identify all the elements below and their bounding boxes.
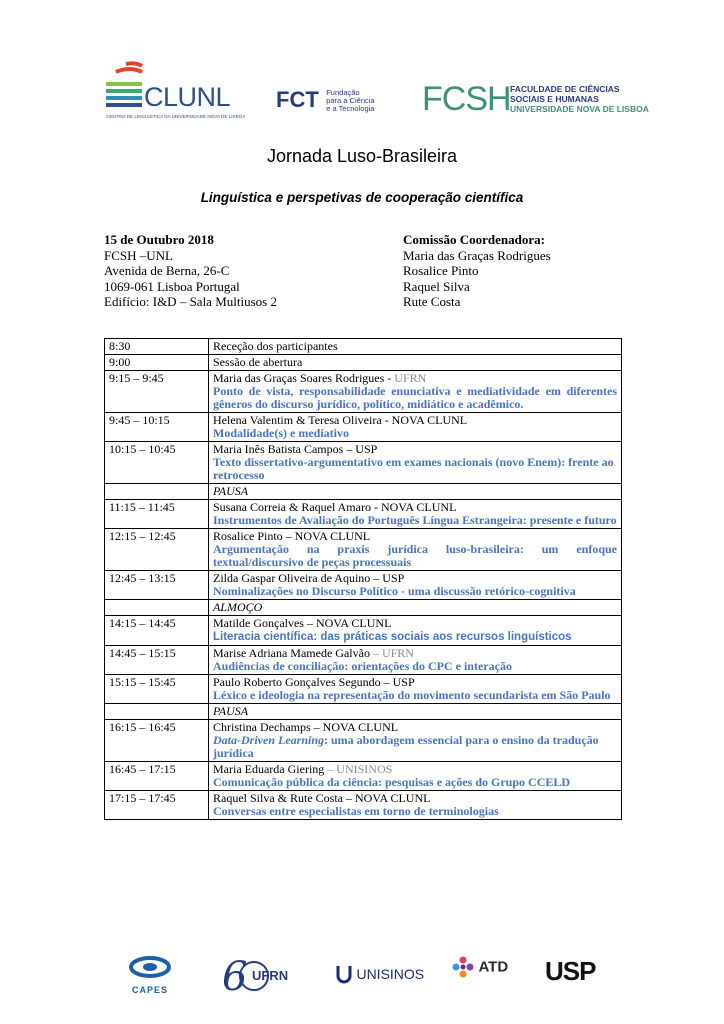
event-info xyxy=(104,232,277,310)
clunl-logo xyxy=(100,60,246,120)
row-session xyxy=(209,529,622,571)
talk-title: Literacia científica: das práticas sociais aos recursos linguísticos xyxy=(213,631,572,643)
row-time xyxy=(105,600,209,616)
fct-line3: e a Tecnologia xyxy=(326,104,375,113)
usp-name: USP xyxy=(545,956,596,986)
fct-line1: Fundação xyxy=(326,88,360,97)
clunl-subtitle: CENTRO DE LINGUÍSTICA DA UNIVERSIDADE NOVA DE LISBOA xyxy=(106,114,246,119)
row-time: 12:45 – 13:15 xyxy=(105,571,209,600)
talk-title: Léxico e ideologia na representação do movimento secundarista em São Paulo xyxy=(213,688,611,702)
row-time: 17:15 – 17:45 xyxy=(105,791,209,820)
table-row xyxy=(105,484,622,500)
table-row xyxy=(105,600,622,616)
talk-title: Modalidade(s) e mediativo xyxy=(213,426,349,440)
table-row xyxy=(105,500,622,529)
row-session xyxy=(209,500,622,529)
row-time: 14:45 – 15:15 xyxy=(105,646,209,675)
fcsh-text xyxy=(510,84,649,114)
table-row xyxy=(105,616,622,646)
committee-member: Maria das Graças Rodrigues xyxy=(403,247,551,263)
fct-tagline xyxy=(326,89,374,113)
row-time: 14:15 – 14:45 xyxy=(105,616,209,646)
event-line: Edifício: I&D – Sala Multiusos 2 xyxy=(104,294,277,309)
fcsh-line1: FACULDADE DE CIÊNCIAS xyxy=(510,84,620,94)
row-text: Sessão de abertura xyxy=(209,355,622,371)
speaker: Zilda Gaspar Oliveira de Aquino – USP xyxy=(213,571,405,585)
table-row xyxy=(105,413,622,442)
talk-title: Instrumentos de Avaliação do Português Língua Estrangeira: presente e futuro xyxy=(213,513,617,527)
atd-flower-icon xyxy=(452,956,474,978)
talk-title xyxy=(213,733,599,760)
row-time: 12:15 – 12:45 xyxy=(105,529,209,571)
row-session xyxy=(209,762,622,791)
speaker: Rosalice Pinto – NOVA CLUNL xyxy=(213,529,371,543)
capes-name: CAPES xyxy=(131,985,168,995)
committee-member: Rosalice Pinto xyxy=(403,263,479,278)
talk-title: Ponto de vista, responsabilidade enunciativa e mediatividade em diferentes gêneros do discurso jurídico, político, midiático e acadêmico. xyxy=(213,384,617,411)
unisinos-mark-icon xyxy=(336,964,352,984)
row-time: 10:15 – 10:45 xyxy=(105,442,209,484)
row-time: 8:30 xyxy=(105,339,209,355)
row-session xyxy=(209,371,622,413)
svg-text:6: 6 xyxy=(222,954,248,996)
capes-mark-icon xyxy=(128,954,172,980)
table-row xyxy=(105,371,622,413)
row-time: 11:15 – 11:45 xyxy=(105,500,209,529)
row-session xyxy=(209,616,622,646)
speaker: Maria das Graças Soares Rodrigues - xyxy=(213,371,395,385)
row-time xyxy=(105,704,209,720)
atd-logo xyxy=(452,956,508,978)
table-row xyxy=(105,675,622,704)
clunl-name: CLUNL xyxy=(144,82,231,112)
row-time: 15:15 – 15:45 xyxy=(105,675,209,704)
row-session xyxy=(209,791,622,820)
row-time: 9:45 – 10:15 xyxy=(105,413,209,442)
talk-title: Conversas entre especialistas em torno de terminologias xyxy=(213,804,499,818)
talk-title: Audiências de conciliação: orientações do CPC e interação xyxy=(213,659,512,673)
affiliation: – UFRN xyxy=(372,646,414,660)
clunl-mark-icon xyxy=(100,60,146,116)
speaker: Matilde Gonçalves – NOVA CLUNL xyxy=(213,616,392,630)
break-label: ALMOÇO xyxy=(209,600,622,616)
talk-title: Comunicação pública da ciência: pesquisas e ações do Grupo CCELD xyxy=(213,775,571,789)
table-row xyxy=(105,571,622,600)
usp-logo xyxy=(545,956,595,987)
talk-title-rest: : uma abordagem essencial para o ensino da tradução jurídica xyxy=(213,733,599,760)
table-row xyxy=(105,704,622,720)
event-date: 15 de Outubro 2018 xyxy=(104,232,214,247)
fct-logo xyxy=(276,87,375,113)
table-row xyxy=(105,442,622,484)
table-row xyxy=(105,646,622,675)
unisinos-logo xyxy=(336,964,424,984)
footer-logos xyxy=(0,952,724,1002)
speaker: Raquel Silva & Rute Costa – NOVA CLUNL xyxy=(213,791,431,805)
capes-logo xyxy=(120,954,180,995)
atd-name: ATD xyxy=(478,958,509,976)
break-label: PAUSA xyxy=(209,704,622,720)
row-session xyxy=(209,413,622,442)
committee-info xyxy=(403,232,551,310)
row-time xyxy=(105,484,209,500)
row-time: 9:00 xyxy=(105,355,209,371)
event-line: Avenida de Berna, 26-C xyxy=(104,263,230,278)
break-label: PAUSA xyxy=(209,484,622,500)
speaker: Maria Eduarda Giering xyxy=(213,762,328,776)
fcsh-line2: SOCIAIS E HUMANAS xyxy=(510,94,599,104)
talk-title: Argumentação na praxis jurídica luso-brasileira: um enfoque textual/discursivo de peças processuais xyxy=(213,542,617,569)
speaker: Maria Inês Batista Campos – USP xyxy=(213,442,378,456)
speaker: Marise Adriana Mamede Galvão xyxy=(213,646,373,660)
row-time: 16:45 – 17:15 xyxy=(105,762,209,791)
ufrn-name: UFRN xyxy=(252,968,289,983)
row-session xyxy=(209,571,622,600)
ufrn-logo xyxy=(220,952,290,996)
committee-member: Rute Costa xyxy=(403,294,461,309)
fct-line2: para a Ciência xyxy=(326,96,375,105)
row-session xyxy=(209,675,622,704)
table-row xyxy=(105,355,622,371)
table-row xyxy=(105,529,622,571)
event-line: 1069-061 Lisboa Portugal xyxy=(104,278,240,294)
page-subtitle: Linguística e perspetivas de cooperação científica xyxy=(200,190,524,205)
event-line: FCSH –UNL xyxy=(104,247,173,263)
speaker: Paulo Roberto Gonçalves Segundo – USP xyxy=(213,675,415,689)
talk-title: Nominalizações no Discurso Político - uma discussão retórico-cognitiva xyxy=(213,584,576,598)
row-session xyxy=(209,442,622,484)
row-session xyxy=(209,646,622,675)
speaker: Christina Dechamps – NOVA CLUNL xyxy=(213,720,399,734)
speaker: Susana Correia & Raquel Amaro - NOVA CLUNL xyxy=(213,500,457,514)
table-row xyxy=(105,762,622,791)
speaker: Helena Valentim & Teresa Oliveira - NOVA CLUNL xyxy=(213,413,468,427)
fct-name: FCT xyxy=(276,87,319,112)
page-title: Jornada Luso-Brasileira xyxy=(266,146,458,166)
table-row xyxy=(105,720,622,762)
table-row xyxy=(105,339,622,355)
row-time: 9:15 – 9:45 xyxy=(105,371,209,413)
talk-title-emphasis: Data-Driven Learning xyxy=(213,733,324,747)
row-session xyxy=(209,720,622,762)
row-time: 16:15 – 16:45 xyxy=(105,720,209,762)
table-row xyxy=(105,791,622,820)
row-text: Receção dos participantes xyxy=(209,339,622,355)
fcsh-mark: FCSH xyxy=(422,80,511,118)
talk-title: Texto dissertativo-argumentativo em exames nacionais (novo Enem): frente ao retrocesso xyxy=(213,455,614,482)
committee-member: Raquel Silva xyxy=(403,278,470,294)
affiliation: UFRN xyxy=(394,371,427,385)
program-table xyxy=(104,338,622,820)
fcsh-line3: UNIVERSIDADE NOVA DE LISBOA xyxy=(510,104,649,114)
header-logos xyxy=(100,60,649,130)
affiliation: – UNISINOS xyxy=(327,762,393,776)
unisinos-name: UNISINOS xyxy=(356,966,425,982)
committee-heading: Comissão Coordenadora: xyxy=(403,232,545,247)
